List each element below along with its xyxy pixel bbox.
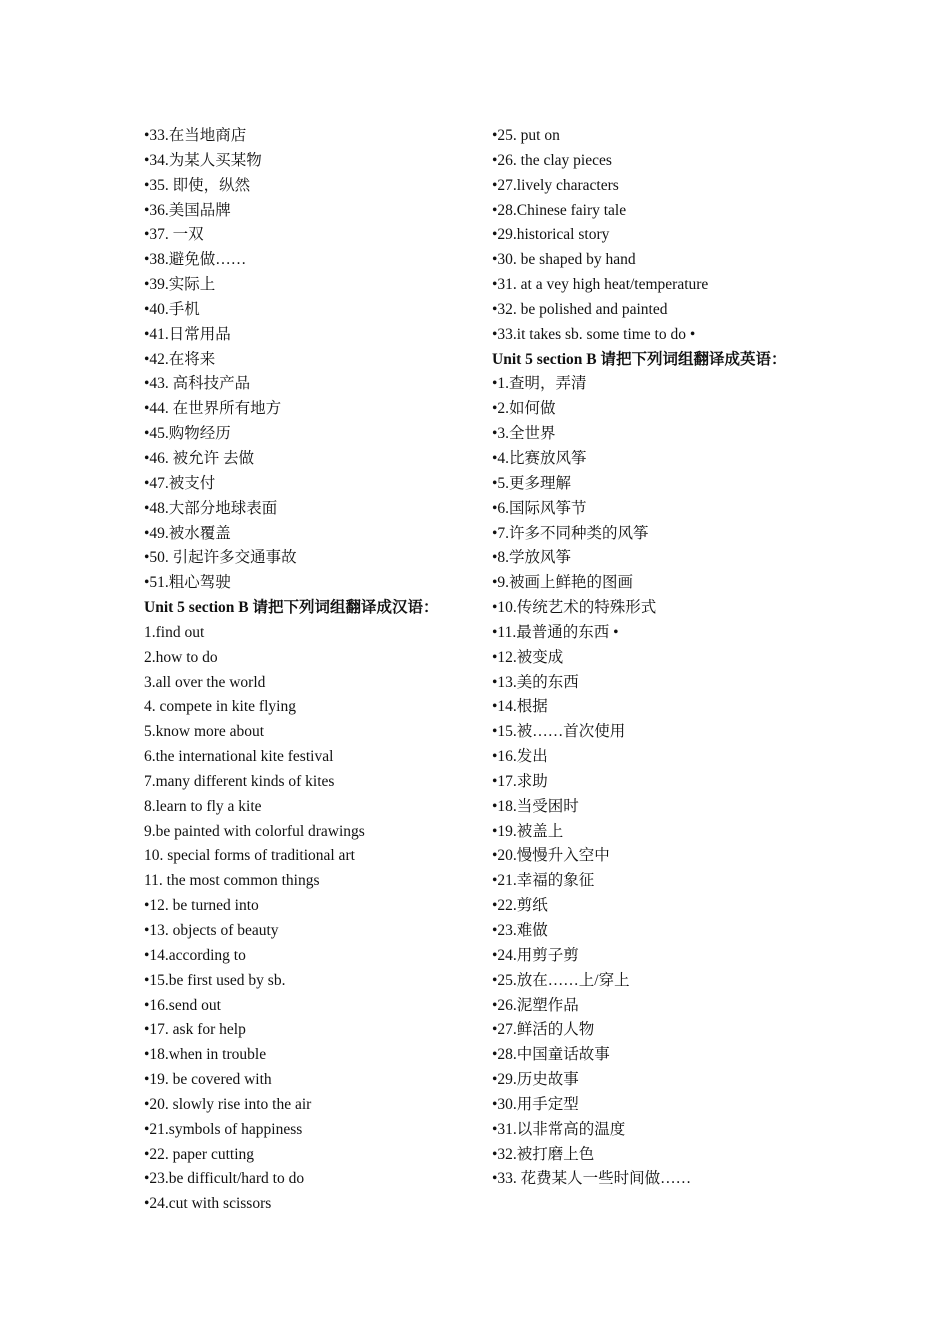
list-item: •17.求助 [492, 772, 548, 790]
list-item: •28.Chinese fairy tale [492, 201, 627, 219]
list-item: •41.日常用品 [144, 325, 231, 343]
list-item: •19.被盖上 [492, 822, 564, 840]
list-item: •28.中国童话故事 [492, 1046, 610, 1064]
list-item: •12. be turned into [144, 897, 259, 915]
list-item: •42.在将来 [144, 350, 216, 368]
list-item: •40.手机 [144, 300, 200, 318]
list-item: •32. be polished and painted [492, 300, 668, 318]
list-item: 6.the international kite festival [144, 748, 334, 766]
list-item: •33. 花费某人一些时间做…… [492, 1170, 692, 1188]
list-item: •5.更多理解 [492, 474, 572, 492]
list-item: •14.根据 [492, 698, 548, 716]
list-item: •6.国际风筝节 [492, 499, 587, 517]
list-item: •2.如何做 [492, 400, 556, 418]
list-item: •30.用手定型 [492, 1095, 579, 1113]
list-item: •22.剪纸 [492, 897, 548, 915]
list-item: •11.最普通的东西 • [492, 623, 619, 641]
list-item: •25.放在……上/穿上 [492, 971, 630, 989]
list-item: •20. slowly rise into the air [144, 1095, 312, 1113]
list-item: •13.美的东西 [492, 673, 579, 691]
list-item: •17. ask for help [144, 1021, 246, 1039]
list-item: 7.many different kinds of kites [144, 772, 335, 790]
list-item: 1.find out [144, 623, 205, 641]
list-item: •19. be covered with [144, 1071, 272, 1089]
list-item: •16.发出 [492, 748, 548, 766]
right-column [492, 124, 892, 1192]
list-item: •18.when in trouble [144, 1046, 267, 1064]
list-item: •48.大部分地球表面 [144, 499, 278, 517]
list-item: •27.lively characters [492, 176, 619, 194]
list-item: •18.当受困时 [492, 797, 579, 815]
list-item: 10. special forms of traditional art [144, 847, 355, 865]
list-item: •38.避免做…… [144, 251, 247, 269]
list-item: •14.according to [144, 946, 246, 964]
left-column [144, 124, 484, 1217]
list-item: •24.用剪子剪 [492, 946, 579, 964]
list-item: •46. 被允许 去做 [144, 449, 255, 467]
list-item: •33.在当地商店 [144, 127, 247, 144]
section-heading: Unit 5 section B 请把下列词组翻译成汉语： [144, 599, 439, 617]
list-item: •31. at a vey high heat/temperature [492, 276, 709, 294]
list-item: 2.how to do [144, 648, 218, 666]
list-item: •29.historical story [492, 226, 610, 244]
list-item: •44. 在世界所有地方 [144, 400, 282, 418]
list-item: •31.以非常高的温度 [492, 1120, 626, 1138]
list-item: •25. put on [492, 127, 560, 144]
list-item: •8.学放风筝 [492, 549, 572, 567]
list-item: •30. be shaped by hand [492, 251, 636, 269]
list-item: •47.被支付 [144, 474, 216, 492]
list-item: •34.为某人买某物 [144, 151, 262, 169]
list-item: •15.be first used by sb. [144, 971, 286, 989]
list-item: •13. objects of beauty [144, 922, 279, 939]
list-item: •15.被……首次使用 [492, 723, 626, 741]
list-item: •4.比赛放风筝 [492, 449, 587, 467]
list-item: 5.know more about [144, 723, 265, 741]
section-heading: Unit 5 section B 请把下列词组翻译成英语： [492, 350, 787, 368]
list-item: •32.被打磨上色 [492, 1145, 595, 1163]
list-item: •43. 高科技产品 [144, 375, 251, 393]
list-item: •26.泥塑作品 [492, 996, 579, 1014]
list-item: •1.查明，弄清 [492, 375, 587, 393]
list-item: •24.cut with scissors [144, 1195, 272, 1213]
list-item: •21.symbols of happiness [144, 1120, 303, 1138]
list-item: •39.实际上 [144, 276, 216, 294]
list-item: •33.it takes sb. some time to do • [492, 325, 696, 343]
list-item: 8.learn to fly a kite [144, 797, 262, 815]
list-item: 11. the most common things [144, 872, 320, 890]
list-item: •7.许多不同种类的风筝 [492, 524, 649, 542]
list-item: •3.全世界 [492, 425, 556, 443]
list-item: •22. paper cutting [144, 1145, 255, 1163]
list-item: •49.被水覆盖 [144, 524, 231, 542]
list-item: •35. 即使，纵然 [144, 176, 251, 194]
list-item: •26. the clay pieces [492, 151, 612, 169]
list-item: •12.被变成 [492, 648, 564, 666]
list-item: 3.all over the world [144, 673, 266, 691]
list-item: •16.send out [144, 996, 221, 1014]
list-item: 4. compete in kite flying [144, 698, 296, 716]
list-item: •23.难做 [492, 922, 548, 939]
list-item: •23.be difficult/hard to do [144, 1170, 305, 1188]
list-item: •10.传统艺术的特殊形式 [492, 599, 657, 617]
list-item: •51.粗心驾驶 [144, 574, 231, 592]
list-item: •29.历史故事 [492, 1071, 579, 1089]
list-item: •45.购物经历 [144, 425, 231, 443]
list-item: 9.be painted with colorful drawings [144, 822, 365, 840]
list-item: •36.美国品牌 [144, 201, 231, 219]
list-item: •27.鲜活的人物 [492, 1021, 595, 1039]
list-item: •21.幸福的象征 [492, 872, 595, 890]
list-item: •37. 一双 [144, 226, 204, 244]
list-item: •50. 引起许多交通事故 [144, 549, 297, 567]
list-item: •20.慢慢升入空中 [492, 847, 610, 865]
list-item: •9.被画上鲜艳的图画 [492, 574, 634, 592]
